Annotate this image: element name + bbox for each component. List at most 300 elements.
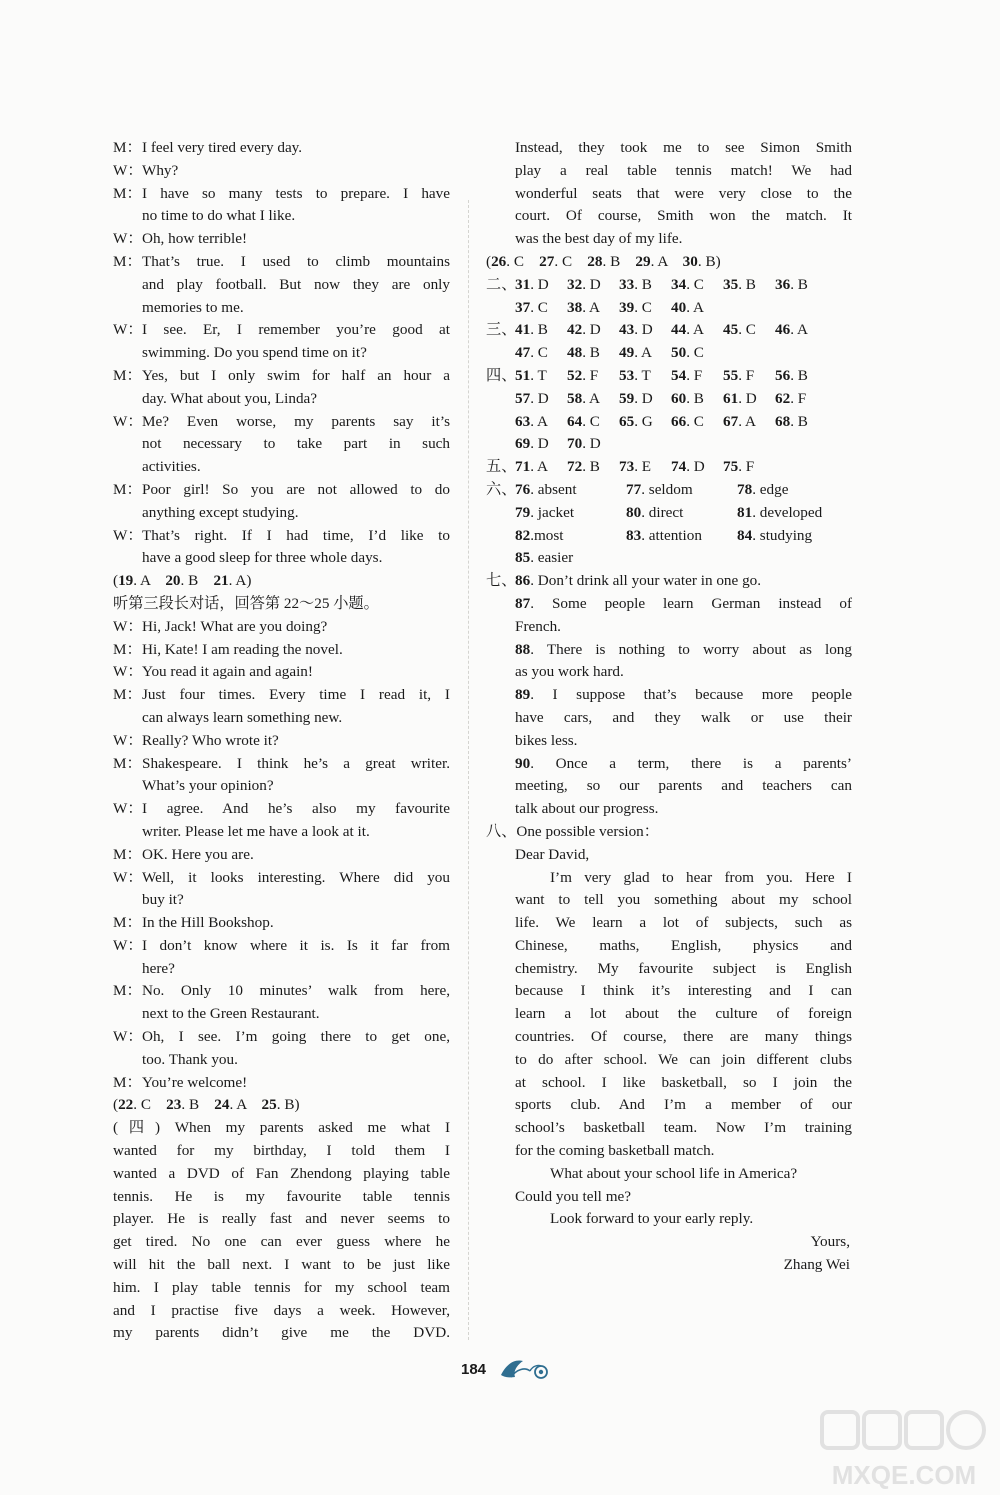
dialogue-line: [113, 730, 450, 753]
question-number: 62: [775, 389, 791, 407]
question-number: 79: [515, 503, 531, 521]
answer-text: . developed: [752, 503, 823, 521]
essay-line: school’s basketball team. Now I’m training: [515, 1119, 852, 1137]
answer-text: . A: [686, 321, 704, 339]
dialogue-text: can always learn something new.: [142, 708, 343, 726]
translation-text: as you work hard.: [515, 663, 624, 681]
answer-text: . A: [530, 458, 548, 476]
answer-key-22-25: [113, 1094, 450, 1117]
dialogue-text: not necessary to take part in such: [142, 435, 450, 453]
dialogue-text: That’s true. I used to climb mountains: [142, 252, 450, 270]
translation-sentence: . Once a term, there is a parents’: [530, 754, 852, 772]
answer-item: [515, 342, 567, 365]
answer-row: [486, 502, 852, 525]
question-number: 83: [626, 526, 642, 544]
speaker-label: W：: [113, 321, 143, 339]
dialogue-text: buy it?: [142, 891, 184, 909]
answer-text: . D: [582, 321, 601, 339]
answer-text: . direct: [641, 503, 684, 521]
question-number: 29: [635, 252, 651, 270]
question-number: 56: [775, 366, 791, 384]
dialogue-text: Oh, I see. I’m going there to get one,: [142, 1028, 450, 1046]
dialogue-line: [113, 684, 450, 707]
dialogue-text: You read it again and again!: [142, 663, 313, 681]
dialogue-line: [113, 1026, 450, 1049]
answer-item: [515, 297, 567, 320]
answer-text: . F: [790, 389, 807, 407]
speaker-label: W：: [113, 936, 143, 954]
dialogue-text: activities.: [142, 458, 201, 476]
question-number: 22: [118, 1096, 134, 1114]
question-number: 86: [515, 572, 531, 590]
answer-text: . absent: [530, 480, 577, 498]
question-number: 31: [515, 275, 531, 293]
answer-item: [737, 479, 848, 502]
speaker-label: W：: [113, 230, 143, 248]
dialogue-text: no time to do what I like.: [142, 207, 296, 225]
section-mark: 五、: [486, 458, 517, 476]
answer-text: . B: [790, 275, 808, 293]
question-number: 44: [671, 321, 687, 339]
answer-text: . B: [686, 389, 704, 407]
dialogue-text: Hi, Jack! What are you doing?: [142, 617, 328, 635]
answer-item: [737, 502, 848, 525]
question-number: 46: [775, 321, 791, 339]
question-number: 82: [515, 526, 531, 544]
page-number: 184: [461, 1361, 487, 1378]
dialogue-text: You’re welcome!: [142, 1073, 248, 1091]
answer-text: . D: [530, 389, 549, 407]
answer-item: [515, 319, 567, 342]
dialogue-line: [113, 639, 450, 662]
translation-line: [486, 775, 852, 798]
question-number: 54: [671, 366, 687, 384]
question-number: 77: [626, 480, 642, 498]
answer-text: . A: [229, 1096, 262, 1114]
answer-text: . F: [738, 458, 755, 476]
dialogue-line: [113, 319, 450, 342]
section-mark: 四、: [486, 366, 517, 384]
dialogue-text: Oh, how terrible!: [142, 230, 248, 248]
answer-item: [671, 365, 723, 388]
answer-text: (: [113, 1096, 119, 1114]
answer-item: [515, 502, 626, 525]
dialogue-line: [113, 980, 450, 1003]
passage-line: wanted for my birthday, I told them I: [113, 1142, 450, 1160]
answer-text: . F: [582, 366, 599, 384]
question-number: 24: [214, 1096, 230, 1114]
dialogue-line: [113, 753, 450, 776]
answer-text: . C: [530, 344, 548, 362]
question-number: 23: [166, 1096, 182, 1114]
answer-text: . B): [276, 1096, 300, 1114]
answer-item: [619, 365, 671, 388]
essay-line: Could you tell me?: [515, 1187, 631, 1205]
translation-text: [515, 570, 852, 593]
question-number: 45: [723, 321, 739, 339]
answer-item: [567, 319, 619, 342]
speaker-label: W：: [113, 663, 143, 681]
dialogue-line: [113, 616, 450, 639]
speaker-label: M：: [113, 686, 142, 704]
dialogue-text: Just four times. Every time I read it, I: [142, 686, 450, 704]
answer-text: . D: [686, 458, 705, 476]
essay-line: want to tell you something about my school: [515, 891, 852, 909]
dialogue-text: I agree. And he’s also my favourite: [142, 800, 450, 818]
answer-item: [626, 502, 737, 525]
speaker-label: W：: [113, 731, 143, 749]
answer-row: [486, 319, 852, 342]
section-heading: 听第三段长对话，回答第 22～25 小题。: [113, 594, 379, 612]
dialogue-line: [113, 479, 450, 502]
question-number: 50: [671, 344, 687, 362]
dialogue-line: [113, 1072, 450, 1095]
answer-item: [671, 411, 723, 434]
speaker-label: W：: [113, 526, 143, 544]
dialogue-text: Well, it looks interesting. Where did you: [142, 868, 450, 886]
essay-line: Look forward to your early reply.: [550, 1210, 754, 1228]
answer-item: [619, 456, 671, 479]
translation-sentence: . Don’t drink all your water in one go.: [530, 572, 762, 590]
dialogue-text: Me? Even worse, my parents say it’s: [142, 412, 450, 430]
answer-text: . B: [180, 572, 214, 590]
question-number: 19: [118, 572, 134, 590]
answer-text: . F: [738, 366, 755, 384]
question-number: 37: [515, 298, 531, 316]
answer-row: [486, 456, 852, 479]
translation-text: bikes less.: [515, 731, 578, 749]
answer-item: [671, 274, 723, 297]
essay-line: at school. I like basketball, so I join the: [515, 1073, 852, 1091]
question-number: 28: [587, 252, 603, 270]
answer-item: [671, 297, 723, 320]
answer-text: . A: [634, 344, 652, 362]
question-number: 55: [723, 366, 739, 384]
speaker-label: M：: [113, 480, 142, 498]
answer-text: . D: [530, 435, 549, 453]
passage-line: get tired. No one can ever guess where he: [113, 1233, 450, 1251]
question-number: 67: [723, 412, 739, 430]
question-number: 43: [619, 321, 635, 339]
question-number: 89: [515, 686, 531, 704]
translation-text: meeting, so our parents and teachers can: [515, 777, 852, 795]
speaker-label: M：: [113, 982, 142, 1000]
dialogue-line: [113, 137, 450, 160]
answer-row: [486, 365, 852, 388]
answer-text: . D: [582, 275, 601, 293]
speaker-label: W：: [113, 1028, 143, 1046]
answer-key-26-30: [486, 251, 852, 274]
answer-text: . T: [634, 366, 651, 384]
question-number: 21: [213, 572, 229, 590]
answer-text: . T: [530, 366, 547, 384]
answer-text: . A: [530, 412, 548, 430]
passage-line: tennis. He is my favourite table tennis: [113, 1187, 450, 1205]
question-number: 70: [567, 435, 583, 453]
answer-text: .most: [530, 526, 564, 544]
answer-item: [775, 388, 827, 411]
answer-text: . A: [582, 298, 600, 316]
speaker-label: M：: [113, 184, 142, 202]
dialogue-text: next to the Green Restaurant.: [142, 1005, 320, 1023]
question-number: 52: [567, 366, 583, 384]
answer-text: . D: [634, 321, 653, 339]
question-number: 72: [567, 458, 583, 476]
translation-text: have cars, and they walk or use their: [515, 708, 852, 726]
answer-item: [567, 411, 619, 434]
passage-line: my parents didn’t give me the DVD.: [113, 1324, 450, 1342]
answer-item: [567, 297, 619, 320]
question-number: 48: [567, 344, 583, 362]
dialogue-line: [113, 205, 450, 228]
translation-line: [486, 730, 852, 753]
dialogue-line: [113, 844, 450, 867]
answer-text: . F: [686, 366, 703, 384]
translation-line: [486, 684, 852, 707]
question-number: 81: [737, 503, 753, 521]
essay-line: for the coming basketball match.: [515, 1142, 715, 1160]
essay-line: life. We learn a lot of subjects, such as: [515, 914, 852, 932]
translation-text: talk about our progress.: [515, 800, 659, 818]
question-number: 42: [567, 321, 583, 339]
dialogue-line: [113, 183, 450, 206]
answer-text: . A: [650, 252, 683, 270]
answer-item: [619, 274, 671, 297]
passage-line: Instead, they took me to see Simon Smith: [515, 139, 852, 156]
speaker-label: M：: [113, 754, 142, 772]
dialogue-text: day. What about you, Linda?: [142, 389, 318, 407]
answer-row: [486, 479, 852, 502]
answer-text: . C: [634, 298, 652, 316]
answer-text: . jacket: [530, 503, 575, 521]
answer-text: . E: [634, 458, 652, 476]
answer-item: [567, 388, 619, 411]
passage-line: him. I play table tennis for my school team: [113, 1278, 450, 1296]
question-number: 33: [619, 275, 635, 293]
speaker-label: W：: [113, 868, 143, 886]
dialogue-line: [113, 798, 450, 821]
answer-row: [486, 388, 852, 411]
question-number: 27: [539, 252, 555, 270]
dialogue-line: [113, 160, 450, 183]
answer-key-19-21: [113, 570, 450, 593]
question-number: 69: [515, 435, 531, 453]
dialogue-text: Yes, but I only swim for half an hour a: [142, 366, 450, 384]
passage-line: and I practise five days a week. However,: [113, 1301, 450, 1319]
question-number: 49: [619, 344, 635, 362]
passage-line: play a real table tennis match! We had: [515, 161, 852, 179]
dialogue-line: [113, 228, 450, 251]
question-number: 34: [671, 275, 687, 293]
dialogue-text: I don’t know where it is. Is it far from: [142, 936, 450, 954]
section-mark: 六、: [486, 480, 517, 498]
dialogue-line: [113, 935, 450, 958]
answer-item: [567, 342, 619, 365]
speaker-label: W：: [113, 412, 143, 430]
answer-item: [515, 274, 567, 297]
answer-text: . B: [634, 275, 652, 293]
answer-text: . G: [634, 412, 653, 430]
watermark-text: MXQE.COM: [831, 1460, 977, 1490]
translation-line: [486, 661, 852, 684]
translation-text: [515, 684, 852, 707]
answer-item: [515, 456, 567, 479]
answer-row: [486, 433, 852, 456]
answer-row: [486, 525, 852, 548]
answer-text: . studying: [752, 526, 813, 544]
dialogue-line: [113, 525, 450, 548]
dialogue-text: Shakespeare. I think he’s a great writer.: [142, 754, 450, 772]
dialogue-text: In the Hill Bookshop.: [142, 914, 274, 932]
speaker-label: M：: [113, 640, 142, 658]
answer-item: [515, 388, 567, 411]
answer-item: [626, 479, 737, 502]
essay-heading: 八、One possible version：: [486, 822, 659, 840]
answer-text: . A: [738, 412, 756, 430]
dialogue-line: [113, 251, 450, 274]
speaker-label: M：: [113, 845, 142, 863]
answer-item: [737, 525, 848, 548]
answer-text: . D: [530, 275, 549, 293]
dialogue-line: [113, 821, 450, 844]
dialogue-text: I feel very tired every day.: [142, 139, 303, 156]
dialogue-line: [113, 867, 450, 890]
answer-item: [619, 319, 671, 342]
dialogue-text: and play football. But now they are only: [142, 275, 450, 293]
dialogue-text: here?: [142, 959, 175, 977]
answer-text: . C: [738, 321, 756, 339]
essay-line: chemistry. My favourite subject is English: [515, 959, 852, 977]
translation-text: [515, 753, 852, 776]
answer-text: (: [486, 252, 492, 270]
answer-text: . A: [686, 298, 704, 316]
question-number: 60: [671, 389, 687, 407]
passage-line: will hit the ball next. I want to be just like: [113, 1256, 450, 1274]
dialogue-text: Poor girl! So you are not allowed to do: [142, 480, 450, 498]
answer-item: [775, 319, 827, 342]
question-number: 20: [165, 572, 181, 590]
question-number: 65: [619, 412, 635, 430]
answer-item: [567, 456, 619, 479]
question-number: 75: [723, 458, 739, 476]
dialogue-text: swimming. Do you spend time on it?: [142, 344, 367, 362]
dialogue-line: [113, 661, 450, 684]
passage-line: (四) When my parents asked me what I: [113, 1119, 450, 1137]
question-number: 30: [682, 252, 698, 270]
question-number: 36: [775, 275, 791, 293]
question-number: 88: [515, 640, 531, 658]
answer-text: . C: [686, 344, 704, 362]
answer-item: [515, 411, 567, 434]
answer-item: [515, 547, 626, 570]
dialogue-line: [113, 411, 450, 434]
question-number: 85: [515, 549, 531, 567]
question-number: 74: [671, 458, 687, 476]
question-number: 53: [619, 366, 635, 384]
watermark-logo: [818, 1408, 990, 1490]
answer-text: . easier: [530, 549, 574, 567]
answer-text: . C: [133, 1096, 167, 1114]
answer-item: [671, 388, 723, 411]
answer-item: [775, 274, 827, 297]
dialogue-line: [113, 388, 450, 411]
answer-text: . B: [738, 275, 756, 293]
essay-line: Chinese, maths, English, physics and: [515, 936, 852, 954]
question-number: 68: [775, 412, 791, 430]
answer-item: [723, 388, 775, 411]
question-number: 71: [515, 458, 531, 476]
answer-text: . D: [738, 389, 757, 407]
translation-text: French.: [515, 617, 561, 635]
question-number: 35: [723, 275, 739, 293]
section-mark: 二、: [486, 275, 517, 293]
left-column: [113, 137, 450, 1345]
dialogue-line: [113, 1003, 450, 1026]
speaker-label: M：: [113, 139, 142, 156]
dialogue-text: too. Thank you.: [142, 1050, 238, 1068]
answer-text: . C: [686, 412, 704, 430]
translation-text: [515, 593, 852, 616]
answer-item: [671, 456, 723, 479]
translation-line: [486, 798, 852, 821]
question-number: 73: [619, 458, 635, 476]
answer-text: . B: [181, 1096, 215, 1114]
dialogue-line: [113, 707, 450, 730]
answer-item: [567, 274, 619, 297]
answer-item: [515, 525, 626, 548]
answer-item: [775, 365, 827, 388]
answer-item: [619, 297, 671, 320]
answer-item: [515, 365, 567, 388]
column-divider: [468, 200, 469, 1340]
dialogue-line: [113, 342, 450, 365]
dialogue-text: That’s right. If I had time, I’d like to: [142, 526, 450, 544]
letter-signature: Zhang Wei: [783, 1256, 850, 1274]
speaker-label: M：: [113, 366, 142, 384]
answer-text: . A: [582, 389, 600, 407]
translation-line: [486, 570, 852, 593]
essay-line: sports club. And I’m a member of our: [515, 1096, 852, 1114]
answer-text: . B: [790, 366, 808, 384]
dialogue-text: Why?: [142, 161, 179, 179]
answer-text: . C: [686, 275, 704, 293]
speaker-label: W：: [113, 617, 143, 635]
answer-row: [486, 342, 852, 365]
question-number: 41: [515, 321, 531, 339]
question-number: 59: [619, 389, 635, 407]
essay-line: because I think it’s interesting and I can: [515, 982, 852, 1000]
answer-item: [723, 411, 775, 434]
question-number: 87: [515, 594, 531, 612]
translation-line: [486, 753, 852, 776]
answer-row: [486, 274, 852, 297]
answer-text: . B): [697, 252, 721, 270]
answer-row: [486, 297, 852, 320]
dialogue-line: [113, 958, 450, 981]
question-number: 38: [567, 298, 583, 316]
dialogue-text: anything except studying.: [142, 503, 299, 521]
dialogue-text: I see. Er, I remember you’re good at: [142, 321, 450, 339]
right-column: [486, 137, 852, 1277]
answer-item: [775, 411, 827, 434]
question-number: 63: [515, 412, 531, 430]
question-number: 90: [515, 754, 531, 772]
answer-item: [723, 274, 775, 297]
translation-sentence: . I suppose that’s because more people: [530, 686, 852, 704]
speaker-label: M：: [113, 252, 142, 270]
question-number: 47: [515, 344, 531, 362]
dialogue-line: [113, 912, 450, 935]
